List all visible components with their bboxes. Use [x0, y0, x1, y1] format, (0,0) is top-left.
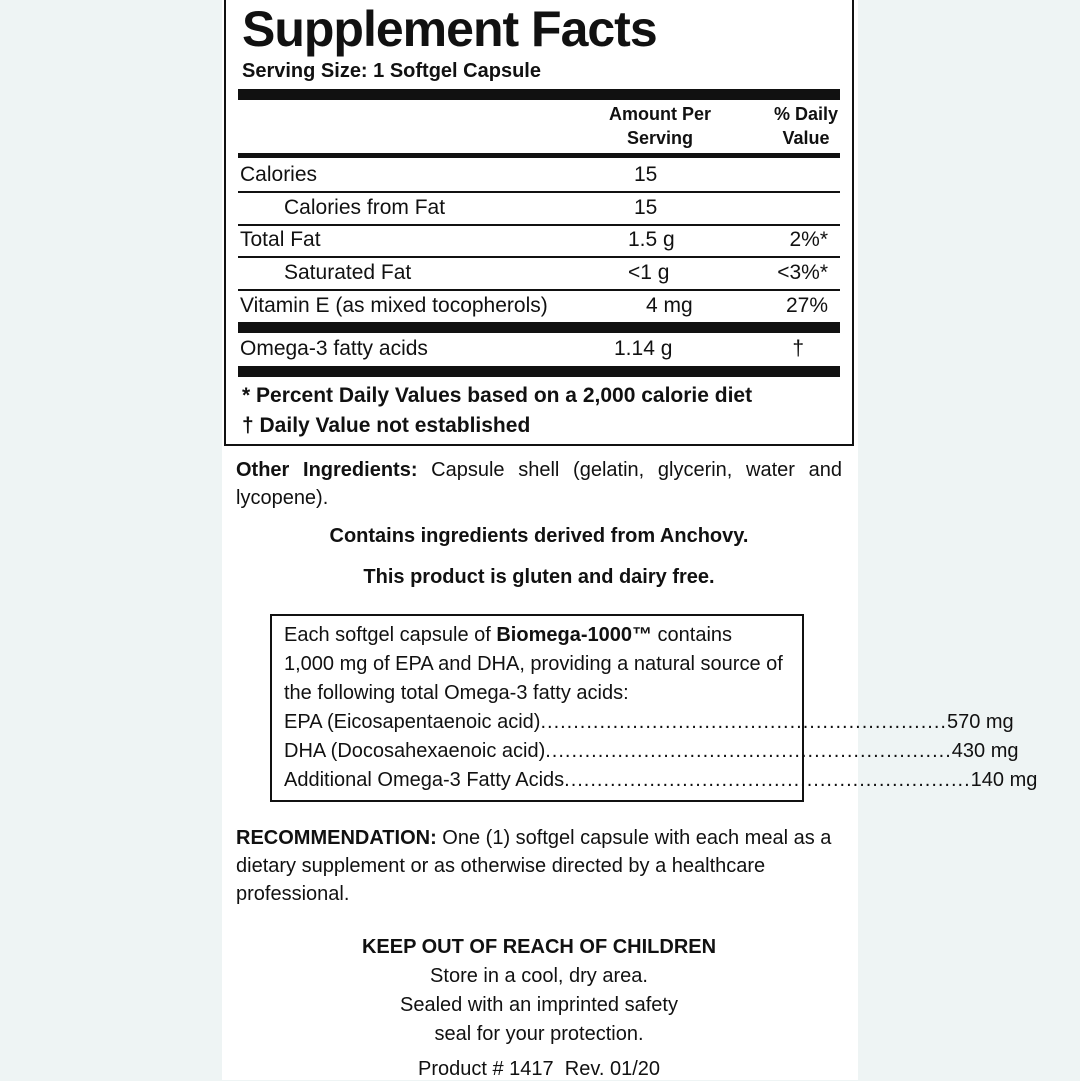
header-daily-value: % Daily Value	[773, 104, 839, 148]
thick-rule	[238, 89, 840, 100]
additional-omega-line: Additional Omega-3 Fatty Acids .............................................................. 140 mg	[284, 769, 1038, 791]
footnote-daily-values: * Percent Daily Values based on a 2,000 calorie diet	[242, 384, 753, 407]
storage-line-2: Sealed with an imprinted safety	[400, 994, 678, 1016]
header-amount: Amount Per Serving	[608, 104, 711, 148]
supplement-facts-panel: Supplement Facts Serving Size: 1 Softgel Capsule Amount Per Serving % Daily Value Calories 15 Calories from Fat 15 Total Fat 1.5 g 2%* Saturated Fat <1 g <3%* Vitamin E (as mixed tocopherols) 4 mg 27% Omega-3 fatty acids 1.14 g † * Percent Daily Values based on a 2,000 calorie diet † Daily Value not established	[224, 0, 854, 446]
storage-line-3: seal for your protection.	[434, 1023, 644, 1045]
footnote-not-established: † Daily Value not established	[242, 414, 531, 437]
epa-line: EPA (Eicosapentaenoic acid) .............................................................. 570 mg	[284, 711, 1014, 733]
omega-info-box: Each softgel capsule of Biomega-1000™ contains 1,000 mg of EPA and DHA, providing a natural source of the following total Omega-3 fatty acids: EPA (Eicosapentaenoic acid) .............................................................. 570 mg DHA (Docosahexaenoic acid) .............................................................. 430 mg Additional Omega-3 Fatty Acids .............................................................. 140 mg	[270, 614, 804, 802]
recommendation: RECOMMENDATION: One (1) softgel capsule with each meal as a dietary supplement or as otherwise directed by a healthcare professional.	[236, 827, 832, 905]
allergen-statement: Contains ingredients derived from Anchovy.	[329, 525, 749, 547]
child-warning: KEEP OUT OF REACH OF CHILDREN	[361, 936, 717, 958]
box-intro-line: Each softgel capsule of Biomega-1000™ contains	[284, 624, 733, 646]
other-ingredients: Other Ingredients: Capsule shell (gelatin, glycerin, water and lycopene).	[236, 459, 842, 509]
product-name: Biomega-1000™	[496, 624, 652, 646]
gluten-dairy-statement: This product is gluten and dairy free.	[363, 566, 715, 588]
product-code: Product # 1417 Rev. 01/20	[417, 1058, 660, 1080]
facts-title: Supplement Facts	[242, 1, 657, 57]
serving-size: Serving Size: 1 Softgel Capsule	[242, 60, 541, 82]
header-rule	[238, 153, 840, 158]
dha-line: DHA (Docosahexaenoic acid) .............................................................. 430 mg	[284, 740, 1019, 762]
storage-line-1: Store in a cool, dry area.	[430, 965, 648, 987]
